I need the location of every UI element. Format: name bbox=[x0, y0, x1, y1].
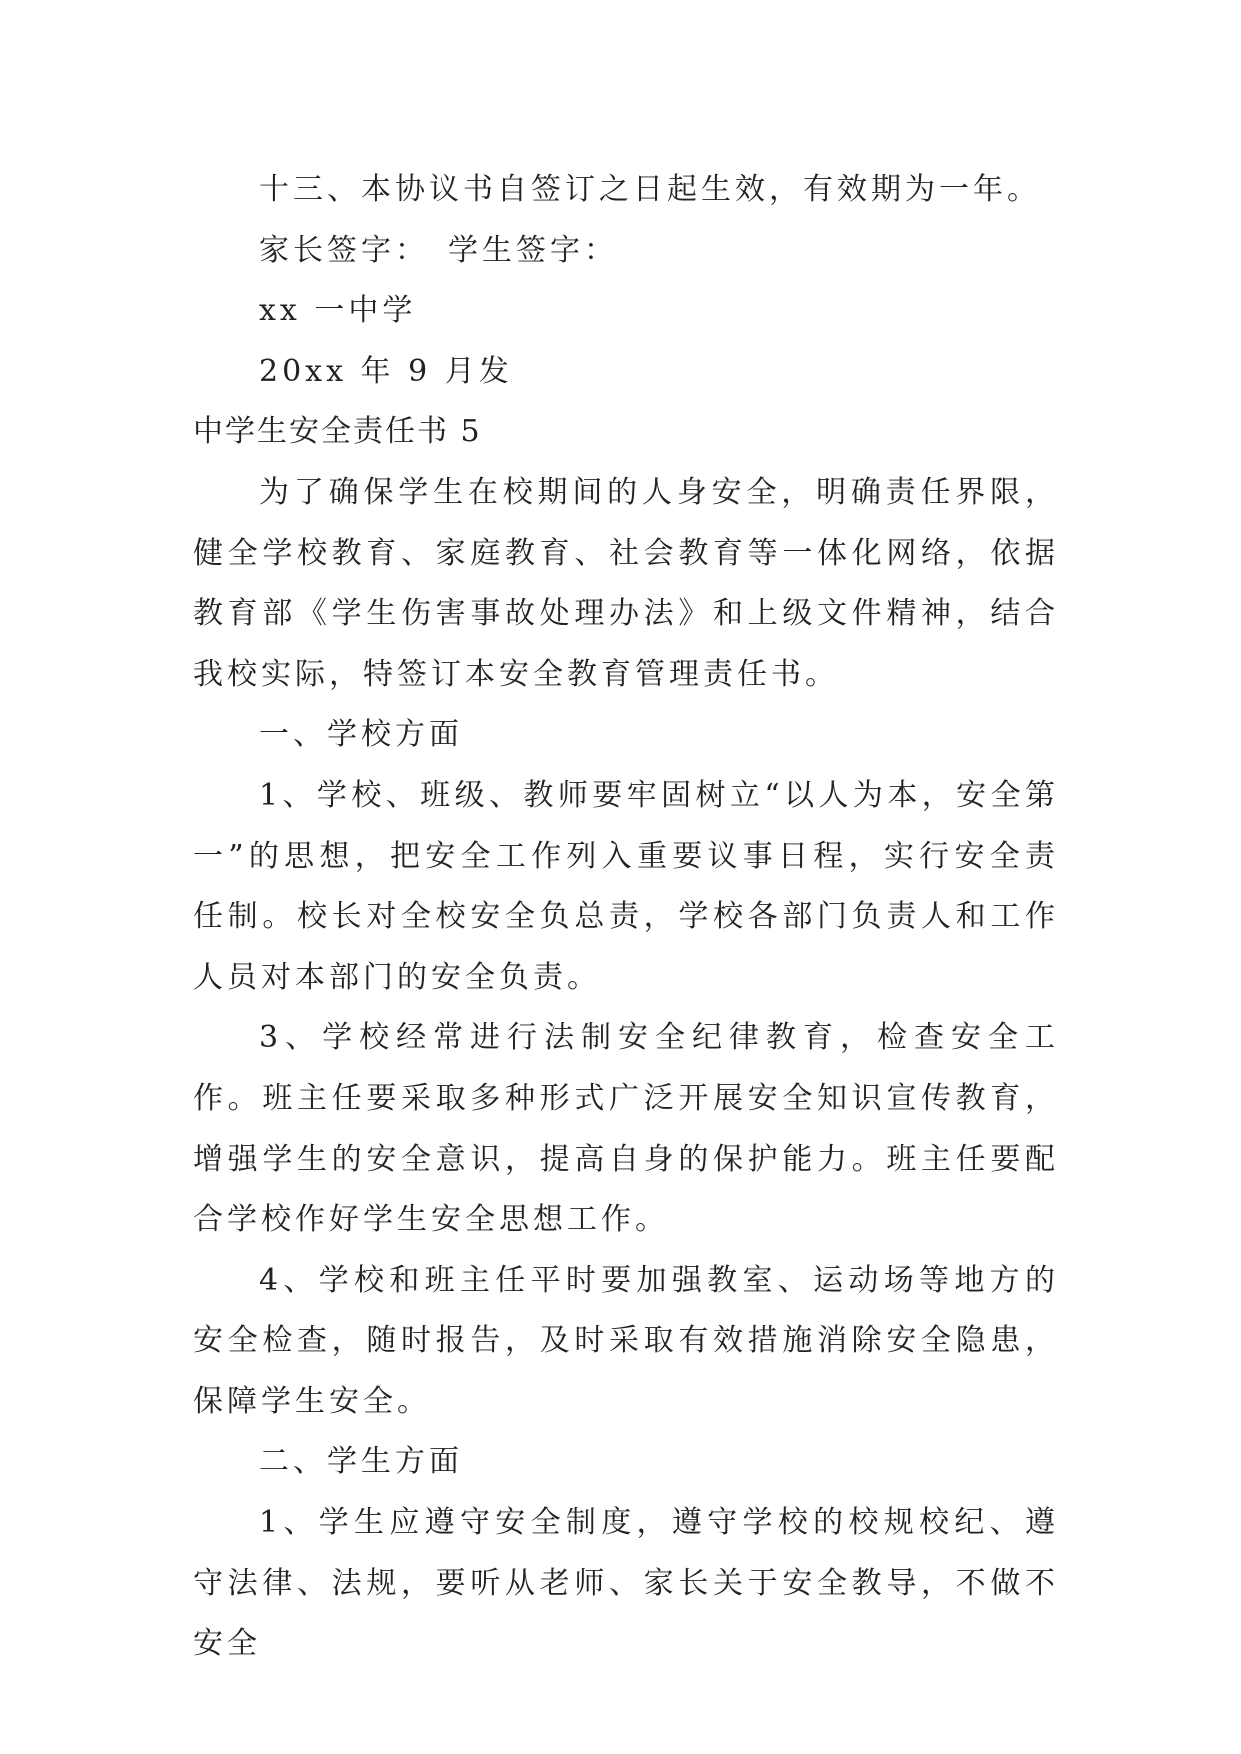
clause-13-line: 十三、本协议书自签订之日起生效，有效期为一年。 bbox=[259, 172, 1041, 207]
section-title: 中学生安全责任书 5 bbox=[193, 414, 482, 450]
student-item-1: 1、学生应遵守安全制度，遵守学校的校规校纪、遵守法律、法规，要听从老师、家长关于安全教导，不做不安全 bbox=[193, 1505, 1059, 1662]
signature-line: 家长签字： 学生签字： bbox=[259, 232, 618, 268]
school-item-4: 4、学校和班主任平时要加强教室、运动场等地方的安全检查，随时报告，及时采取有效措施消除安全隐患，保障学生安全。 bbox=[193, 1262, 1059, 1419]
intro-paragraph: 为了确保学生在校期间的人身安全，明确责任界限，健全学校教育、家庭教育、社会教育等一体化网络，依据教育部《学生伤害事故处理办法》和上级文件精神，结合我校实际，特签订本安全教育管理责任书。 bbox=[193, 474, 1059, 692]
school-item-3: 3、学校经常进行法制安全纪律教育，检查安全工作。班主任要采取多种形式广泛开展安全知识宣传教育，增强学生的安全意识，提高自身的保护能力。班主任要配合学校作好学生安全思想工作。 bbox=[193, 1020, 1059, 1238]
date-line: 20xx 年 9 月发 bbox=[259, 353, 513, 389]
school-name-line: xx 一中学 bbox=[259, 293, 417, 329]
school-section-heading: 一、学校方面 bbox=[259, 717, 463, 753]
school-item-1: 1、学校、班级、教师要牢固树立“以人为本，安全第一”的思想，把安全工作列入重要议事日程，实行安全责任制。校长对全校安全负总责，学校各部门负责人和工作人员对本部门的安全负责。 bbox=[193, 777, 1059, 995]
student-section-heading: 二、学生方面 bbox=[259, 1444, 463, 1480]
document-body bbox=[193, 160, 1059, 1675]
